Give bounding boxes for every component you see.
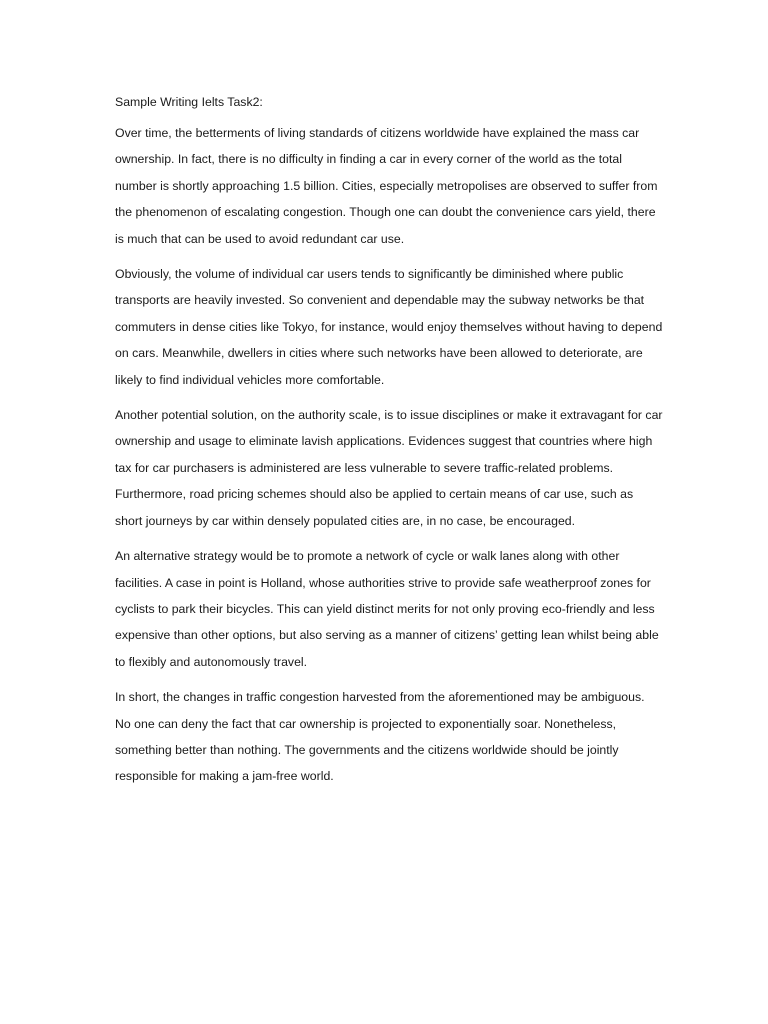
paragraph-conclusion: In short, the changes in traffic congestion harvested from the aforementioned may be ambiguous. No one can deny the fact that car ownership is projected to exponentially soar. Nonetheless, something better than nothing. The governments and the citizens worldwide should be jointly responsible for making a jam-free world. — [115, 690, 645, 784]
paragraph-introduction: Over time, the betterments of living standards of citizens worldwide have explained the mass car ownership. In fact, there is no difficulty in finding a car in every corner of the world as the total number is shortly approaching 1.5 billion. Cities, especially metropolises are observed to suffer from the phenomenon of escalating congestion. Though one can doubt the convenience cars yield, there is much that can be used to avoid redundant car use. — [115, 126, 658, 246]
paragraph-public-transport: Obviously, the volume of individual car users tends to significantly be diminished where public transports are heavily invested. So convenient and dependable may the subway networks be that commuters in dense cities like Tokyo, for instance, would enjoy themselves without having to depend on cars. Meanwhile, dwellers in cities where such networks have been allowed to deteriorate, are likely to find individual vehicles more comfortable. — [115, 267, 663, 387]
document-title: Sample Writing Ielts Task2: — [115, 95, 263, 109]
paragraph-authority-solution: Another potential solution, on the authority scale, is to issue disciplines or make it extravagant for car ownership and usage to eliminate lavish applications. Evidences suggest that countries where high tax for car purchasers is administered are less vulnerable to severe traffic-related problems. Furthermore, road pricing schemes should also be applied to certain means of car use, such as short journeys by car within densely populated cities are, in no case, be encouraged. — [115, 408, 663, 528]
document-body — [115, 92, 663, 799]
paragraph-cycle-lanes: An alternative strategy would be to promote a network of cycle or walk lanes along with other facilities. A case in point is Holland, whose authorities strive to provide safe weatherproof zones for cyclists to park their bicycles. This can yield distinct merits for not only proving eco-friendly and less expensive than other options, but also serving as a manner of citizens’ getting lean whilst being able to flexibly and autonomously travel. — [115, 549, 659, 669]
